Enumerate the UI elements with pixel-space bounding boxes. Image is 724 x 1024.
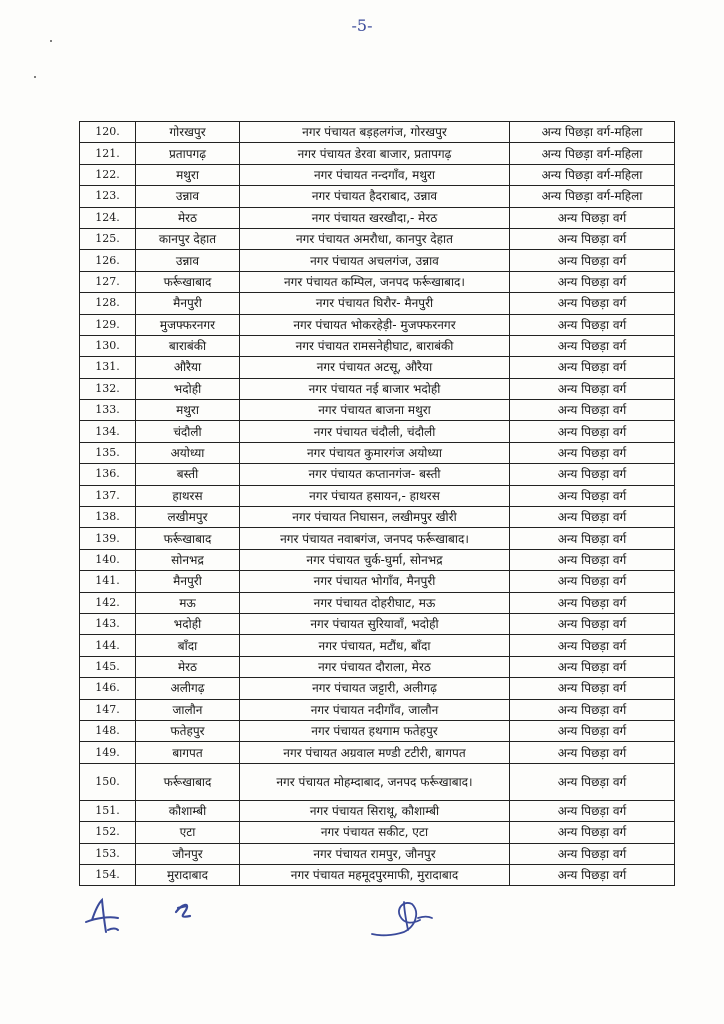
table-row xyxy=(80,378,675,399)
district-cell: अलीगढ़ xyxy=(136,678,240,699)
serial-number-cell: 132. xyxy=(80,378,136,399)
serial-number-cell: 121. xyxy=(80,143,136,164)
reservation-table xyxy=(79,121,675,886)
reservation-category-cell: अन्य पिछड़ा वर्ग xyxy=(510,464,675,485)
serial-number-cell: 152. xyxy=(80,822,136,843)
serial-number-cell: 134. xyxy=(80,421,136,442)
reservation-category-cell: अन्य पिछड़ा वर्ग-महिला xyxy=(510,122,675,143)
reservation-category-cell: अन्य पिछड़ा वर्ग xyxy=(510,800,675,821)
reservation-category-cell: अन्य पिछड़ा वर्ग xyxy=(510,442,675,463)
reservation-category-cell: अन्य पिछड़ा वर्ग xyxy=(510,763,675,800)
reservation-category-cell: अन्य पिछड़ा वर्ग xyxy=(510,592,675,613)
nagar-panchayat-cell: नगर पंचायत हैदराबाद, उन्नाव xyxy=(240,186,510,207)
district-cell: बाराबंकी xyxy=(136,335,240,356)
nagar-panchayat-cell: नगर पंचायत खरखौदा,- मेरठ xyxy=(240,207,510,228)
serial-number-cell: 127. xyxy=(80,271,136,292)
nagar-panchayat-cell: नगर पंचायत सिराथू, कौशाम्बी xyxy=(240,800,510,821)
serial-number-cell: 140. xyxy=(80,549,136,570)
district-cell: बाँदा xyxy=(136,635,240,656)
district-cell: कौशाम्बी xyxy=(136,800,240,821)
district-cell: उन्नाव xyxy=(136,186,240,207)
scan-speck xyxy=(34,76,36,78)
nagar-panchayat-cell: नगर पंचायत भोकरहेड़ी- मुजफ्फरनगर xyxy=(240,314,510,335)
serial-number-cell: 136. xyxy=(80,464,136,485)
nagar-panchayat-cell: नगर पंचायत रामसनेहीघाट, बाराबंकी xyxy=(240,335,510,356)
table-row xyxy=(80,613,675,634)
reservation-category-cell: अन्य पिछड़ा वर्ग xyxy=(510,864,675,885)
table-row xyxy=(80,186,675,207)
district-cell: बस्ती xyxy=(136,464,240,485)
reservation-category-cell: अन्य पिछड़ा वर्ग xyxy=(510,421,675,442)
nagar-panchayat-cell: नगर पंचायत डेरवा बाजार, प्रतापगढ़ xyxy=(240,143,510,164)
table-row xyxy=(80,442,675,463)
table-row xyxy=(80,207,675,228)
serial-number-cell: 130. xyxy=(80,335,136,356)
page-number: -5- xyxy=(351,16,373,35)
serial-number-cell: 142. xyxy=(80,592,136,613)
table-row xyxy=(80,271,675,292)
nagar-panchayat-cell: नगर पंचायत निघासन, लखीमपुर खीरी xyxy=(240,507,510,528)
serial-number-cell: 123. xyxy=(80,186,136,207)
nagar-panchayat-cell: नगर पंचायत, मटौंध, बाँदा xyxy=(240,635,510,656)
table-row xyxy=(80,421,675,442)
reservation-category-cell: अन्य पिछड़ा वर्ग xyxy=(510,335,675,356)
district-cell: लखीमपुर xyxy=(136,507,240,528)
table-row xyxy=(80,122,675,143)
nagar-panchayat-cell: नगर पंचायत घिरौर- मैनपुरी xyxy=(240,293,510,314)
table-row xyxy=(80,314,675,335)
district-cell: उन्नाव xyxy=(136,250,240,271)
nagar-panchayat-cell: नगर पंचायत नई बाजार भदोही xyxy=(240,378,510,399)
reservation-category-cell: अन्य पिछड़ा वर्ग xyxy=(510,400,675,421)
table-row xyxy=(80,678,675,699)
reservation-category-cell: अन्य पिछड़ा वर्ग xyxy=(510,485,675,506)
table-row xyxy=(80,528,675,549)
signature-small xyxy=(176,905,190,917)
nagar-panchayat-cell: नगर पंचायत मोहम्दाबाद, जनपद फर्रूखाबाद। xyxy=(240,763,510,800)
reservation-category-cell: अन्य पिछड़ा वर्ग xyxy=(510,613,675,634)
reservation-category-cell: अन्य पिछड़ा वर्ग xyxy=(510,293,675,314)
table-row xyxy=(80,293,675,314)
nagar-panchayat-cell: नगर पंचायत अमरौधा, कानपुर देहात xyxy=(240,228,510,249)
reservation-category-cell: अन्य पिछड़ा वर्ग xyxy=(510,635,675,656)
district-cell: औरैया xyxy=(136,357,240,378)
reservation-category-cell: अन्य पिछड़ा वर्ग-महिला xyxy=(510,164,675,185)
serial-number-cell: 139. xyxy=(80,528,136,549)
serial-number-cell: 133. xyxy=(80,400,136,421)
nagar-panchayat-cell: नगर पंचायत नवाबगंज, जनपद फर्रूखाबाद। xyxy=(240,528,510,549)
nagar-panchayat-cell: नगर पंचायत महमूदपुरमाफी, मुरादाबाद xyxy=(240,864,510,885)
table-row xyxy=(80,143,675,164)
serial-number-cell: 144. xyxy=(80,635,136,656)
district-cell: फतेहपुर xyxy=(136,720,240,741)
serial-number-cell: 150. xyxy=(80,763,136,800)
district-cell: मैनपुरी xyxy=(136,571,240,592)
district-cell: फर्रूखाबाद xyxy=(136,271,240,292)
serial-number-cell: 146. xyxy=(80,678,136,699)
table-row xyxy=(80,571,675,592)
serial-number-cell: 154. xyxy=(80,864,136,885)
district-cell: मुरादाबाद xyxy=(136,864,240,885)
table-row xyxy=(80,228,675,249)
table-row xyxy=(80,464,675,485)
district-cell: फर्रूखाबाद xyxy=(136,763,240,800)
nagar-panchayat-cell: नगर पंचायत सकीट, एटा xyxy=(240,822,510,843)
serial-number-cell: 141. xyxy=(80,571,136,592)
serial-number-cell: 148. xyxy=(80,720,136,741)
table-row xyxy=(80,357,675,378)
serial-number-cell: 126. xyxy=(80,250,136,271)
nagar-panchayat-cell: नगर पंचायत बड़हलगंज, गोरखपुर xyxy=(240,122,510,143)
district-cell: हाथरस xyxy=(136,485,240,506)
reservation-category-cell: अन्य पिछड़ा वर्ग xyxy=(510,507,675,528)
nagar-panchayat-cell: नगर पंचायत नन्दगाँव, मथुरा xyxy=(240,164,510,185)
nagar-panchayat-cell: नगर पंचायत कप्तानगंज- बस्ती xyxy=(240,464,510,485)
table-row xyxy=(80,507,675,528)
district-cell: मथुरा xyxy=(136,400,240,421)
district-cell: मेरठ xyxy=(136,656,240,677)
nagar-panchayat-cell: नगर पंचायत दोहरीघाट, मऊ xyxy=(240,592,510,613)
district-cell: मऊ xyxy=(136,592,240,613)
district-cell: कानपुर देहात xyxy=(136,228,240,249)
table-row xyxy=(80,250,675,271)
district-cell: जालौन xyxy=(136,699,240,720)
district-cell: बागपत xyxy=(136,742,240,763)
table-row xyxy=(80,656,675,677)
signatures xyxy=(0,890,724,950)
nagar-panchayat-cell: नगर पंचायत हथगाम फतेहपुर xyxy=(240,720,510,741)
district-cell: गोरखपुर xyxy=(136,122,240,143)
district-cell: मेरठ xyxy=(136,207,240,228)
serial-number-cell: 149. xyxy=(80,742,136,763)
table-row xyxy=(80,822,675,843)
reservation-category-cell: अन्य पिछड़ा वर्ग xyxy=(510,656,675,677)
table-row xyxy=(80,742,675,763)
nagar-panchayat-cell: नगर पंचायत अग्रवाल मण्डी टटीरी, बागपत xyxy=(240,742,510,763)
nagar-panchayat-cell: नगर पंचायत रामपुर, जौनपुर xyxy=(240,843,510,864)
serial-number-cell: 124. xyxy=(80,207,136,228)
nagar-panchayat-cell: नगर पंचायत कुमारगंज अयोध्या xyxy=(240,442,510,463)
serial-number-cell: 153. xyxy=(80,843,136,864)
reservation-category-cell: अन्य पिछड़ा वर्ग xyxy=(510,378,675,399)
district-cell: चंदौली xyxy=(136,421,240,442)
serial-number-cell: 151. xyxy=(80,800,136,821)
reservation-category-cell: अन्य पिछड़ा वर्ग xyxy=(510,207,675,228)
reservation-category-cell: अन्य पिछड़ा वर्ग xyxy=(510,843,675,864)
table-row xyxy=(80,864,675,885)
nagar-panchayat-cell: नगर पंचायत चुर्क-घुर्मा, सोनभद्र xyxy=(240,549,510,570)
table-row xyxy=(80,843,675,864)
serial-number-cell: 138. xyxy=(80,507,136,528)
table-row xyxy=(80,763,675,800)
table-row xyxy=(80,164,675,185)
serial-number-cell: 128. xyxy=(80,293,136,314)
serial-number-cell: 135. xyxy=(80,442,136,463)
reservation-category-cell: अन्य पिछड़ा वर्ग xyxy=(510,250,675,271)
table-row xyxy=(80,549,675,570)
signature-center xyxy=(372,902,432,935)
district-cell: मथुरा xyxy=(136,164,240,185)
serial-number-cell: 147. xyxy=(80,699,136,720)
nagar-panchayat-cell: नगर पंचायत बाजना मथुरा xyxy=(240,400,510,421)
serial-number-cell: 137. xyxy=(80,485,136,506)
reservation-category-cell: अन्य पिछड़ा वर्ग xyxy=(510,528,675,549)
district-cell: एटा xyxy=(136,822,240,843)
table-row xyxy=(80,800,675,821)
nagar-panchayat-cell: नगर पंचायत भोगाँव, मैनपुरी xyxy=(240,571,510,592)
serial-number-cell: 120. xyxy=(80,122,136,143)
district-cell: भदोही xyxy=(136,613,240,634)
district-cell: अयोध्या xyxy=(136,442,240,463)
reservation-category-cell: अन्य पिछड़ा वर्ग xyxy=(510,571,675,592)
district-cell: भदोही xyxy=(136,378,240,399)
table-row xyxy=(80,400,675,421)
serial-number-cell: 125. xyxy=(80,228,136,249)
nagar-panchayat-cell: नगर पंचायत जट्टारी, अलीगढ़ xyxy=(240,678,510,699)
reservation-category-cell: अन्य पिछड़ा वर्ग-महिला xyxy=(510,186,675,207)
district-cell: सोनभद्र xyxy=(136,549,240,570)
nagar-panchayat-cell: नगर पंचायत अटसू, औरैया xyxy=(240,357,510,378)
table-row xyxy=(80,335,675,356)
table-row xyxy=(80,720,675,741)
table-row xyxy=(80,592,675,613)
reservation-category-cell: अन्य पिछड़ा वर्ग xyxy=(510,228,675,249)
serial-number-cell: 122. xyxy=(80,164,136,185)
reservation-table-body xyxy=(80,122,675,886)
nagar-panchayat-cell: नगर पंचायत चंदौली, चंदौली xyxy=(240,421,510,442)
reservation-category-cell: अन्य पिछड़ा वर्ग xyxy=(510,742,675,763)
reservation-category-cell: अन्य पिछड़ा वर्ग xyxy=(510,549,675,570)
serial-number-cell: 145. xyxy=(80,656,136,677)
nagar-panchayat-cell: नगर पंचायत अचलगंज, उन्नाव xyxy=(240,250,510,271)
reservation-category-cell: अन्य पिछड़ा वर्ग xyxy=(510,822,675,843)
table-row xyxy=(80,699,675,720)
reservation-category-cell: अन्य पिछड़ा वर्ग xyxy=(510,314,675,335)
district-cell: प्रतापगढ़ xyxy=(136,143,240,164)
district-cell: मुजफ्फरनगर xyxy=(136,314,240,335)
reservation-category-cell: अन्य पिछड़ा वर्ग-महिला xyxy=(510,143,675,164)
nagar-panchayat-cell: नगर पंचायत कम्पिल, जनपद फर्रूखाबाद। xyxy=(240,271,510,292)
nagar-panchayat-cell: नगर पंचायत नदीगाँव, जालौन xyxy=(240,699,510,720)
serial-number-cell: 143. xyxy=(80,613,136,634)
table-row xyxy=(80,635,675,656)
table-row xyxy=(80,485,675,506)
scan-speck xyxy=(50,40,52,42)
reservation-category-cell: अन्य पिछड़ा वर्ग xyxy=(510,678,675,699)
district-cell: जौनपुर xyxy=(136,843,240,864)
nagar-panchayat-cell: नगर पंचायत सुरियावाँ, भदोही xyxy=(240,613,510,634)
district-cell: फर्रूखाबाद xyxy=(136,528,240,549)
reservation-category-cell: अन्य पिछड़ा वर्ग xyxy=(510,271,675,292)
signature-left xyxy=(86,900,118,932)
serial-number-cell: 131. xyxy=(80,357,136,378)
nagar-panchayat-cell: नगर पंचायत दौराला, मेरठ xyxy=(240,656,510,677)
serial-number-cell: 129. xyxy=(80,314,136,335)
reservation-category-cell: अन्य पिछड़ा वर्ग xyxy=(510,699,675,720)
reservation-category-cell: अन्य पिछड़ा वर्ग xyxy=(510,720,675,741)
district-cell: मैनपुरी xyxy=(136,293,240,314)
nagar-panchayat-cell: नगर पंचायत हसायन,- हाथरस xyxy=(240,485,510,506)
reservation-category-cell: अन्य पिछड़ा वर्ग xyxy=(510,357,675,378)
